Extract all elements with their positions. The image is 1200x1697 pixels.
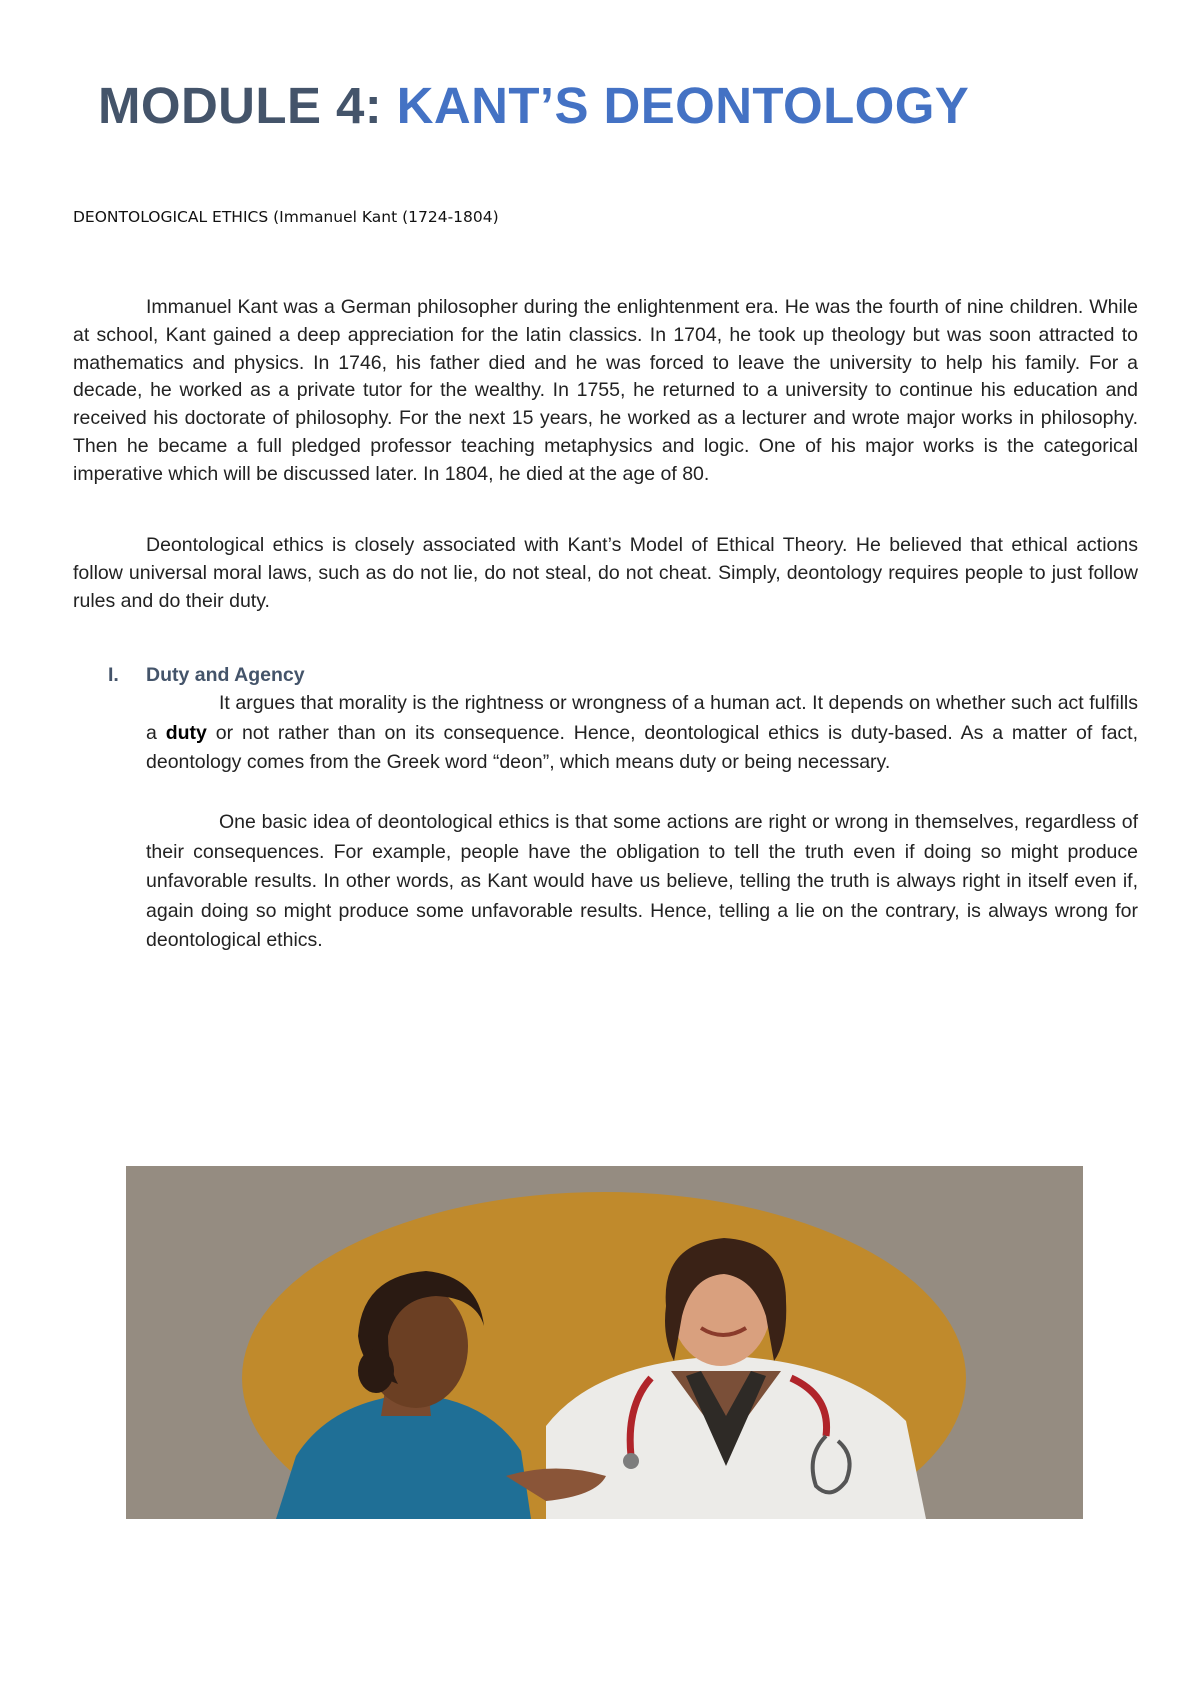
section-paragraph-1-part2: or not rather than on its consequence. Hence, deontological ethics is duty-based. As a matter of fact, deontology comes from the Greek word “deon”, which means duty or being necessary. <box>146 721 1139 774</box>
paragraph-deontological-ethics: Deontological ethics is closely associated with Kant’s Model of Ethical Theory. He believed that ethical actions follow universal moral laws, such as do not lie, do not steal, do not cheat. Simply, deontology requires people to just follow rules and do their duty. <box>73 534 1138 612</box>
section-number: I. <box>108 664 119 686</box>
section-paragraph-1-part1: It argues that morality is the rightness or wrongness of a human act. It depends on whether such act fulfills a <box>146 692 1138 744</box>
section-paragraph-1 <box>146 689 1138 778</box>
section-paragraph-2: One basic idea of deontological ethics is that some actions are right or wrong in themselves, regardless of their consequences. For example, people have the obligation to tell the truth even if doing so might produce unfavorable results. In other words, as Kant would have us believe, telling the truth is always right in itself even if, again doing so might produce some unfavorable results. Hence, telling a lie on the contrary, is always wrong for deontological ethics. <box>146 811 1138 952</box>
paragraph-biography: Immanuel Kant was a German philosopher during the enlightenment era. He was the fourth of nine children. While at school, Kant gained a deep appreciation for the latin classics. In 1704, he took up theology but was soon attracted to mathematics and physics. In 1746, his father died and he was forced to leave the university to help his family. For a decade, he worked as a private tutor for the wealthy. In 1755, he returned to a university to continue his education and received his doctorate of philosophy. For the next 15 years, he worked as a lecturer and wrote major works in philosophy. Then he became a full pledged professor teaching metaphysics and logic. One of his major works is the categorical imperative which will be discussed later. In 1804, he died at the age of 80. <box>73 296 1138 485</box>
title-prefix: MODULE 4: <box>98 77 397 134</box>
section-heading <box>108 664 305 687</box>
page-title <box>98 74 969 138</box>
title-main: KANT’S DEONTOLOGY <box>396 77 970 134</box>
doctor-patient-illustration <box>126 1166 1083 1519</box>
subheading: DEONTOLOGICAL ETHICS (Immanuel Kant (1724-1804) <box>73 208 499 226</box>
duty-emphasis: duty <box>165 721 207 744</box>
section-title: Duty and Agency <box>146 664 305 686</box>
